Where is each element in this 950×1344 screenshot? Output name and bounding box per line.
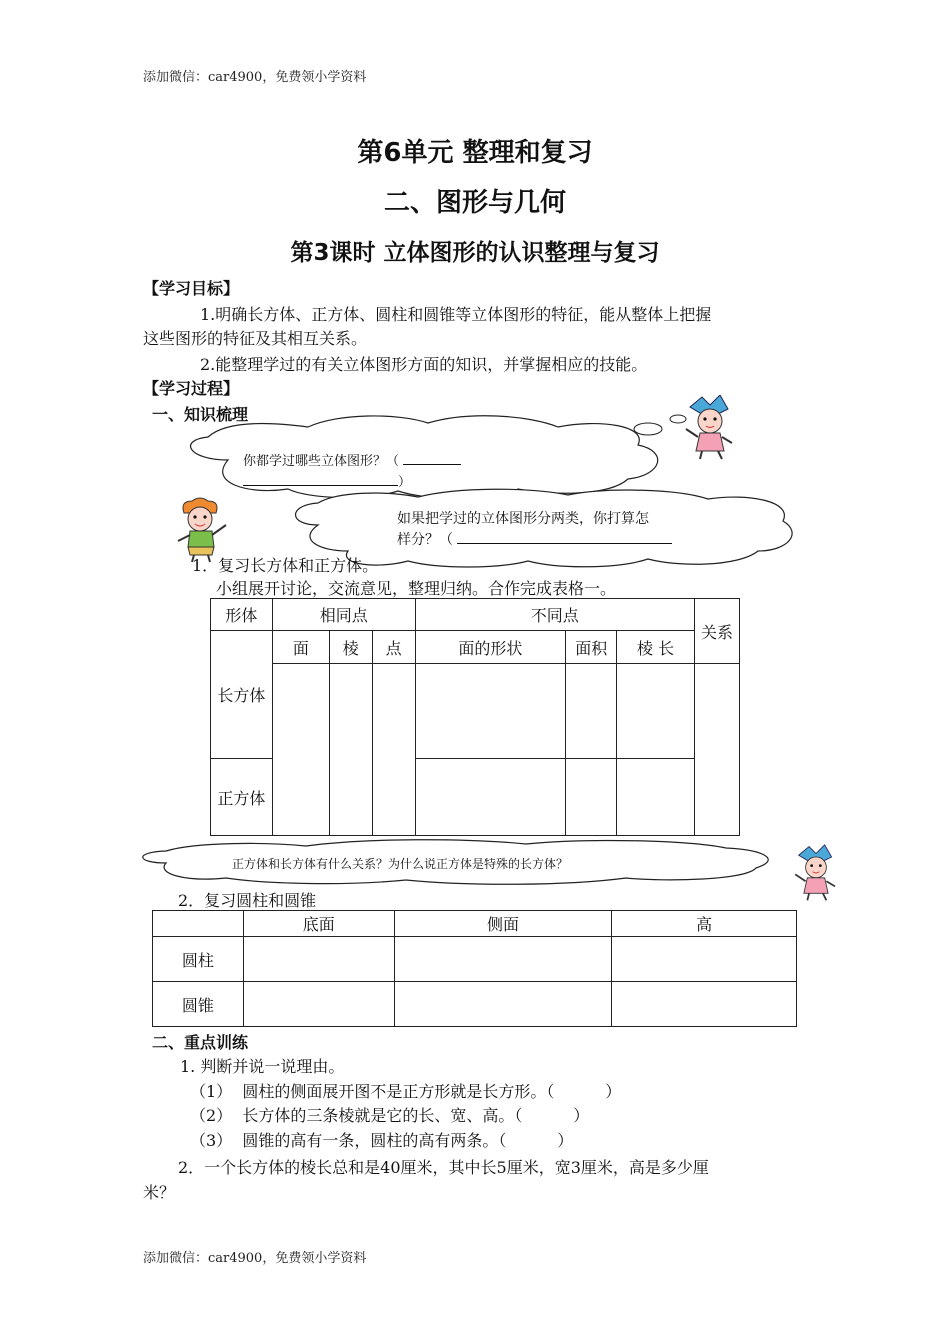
practice-q1-c: （3） 圆锥的高有一条，圆柱的高有两条。（ ） — [190, 1131, 574, 1150]
practice-q1-b: （2） 长方体的三条棱就是它的长、宽、高。（ ） — [190, 1106, 590, 1125]
th-empty — [153, 911, 244, 937]
cell-cone-height[interactable] — [612, 982, 797, 1027]
cloud1-question: 你都学过哪些立体图形？（ — [243, 450, 461, 469]
cell-relation[interactable] — [695, 664, 740, 836]
th-height: 高 — [612, 911, 797, 937]
cell-cube-area[interactable] — [566, 759, 617, 836]
item1-title: 1．复习长方体和正方体。 — [192, 556, 379, 575]
item1-instruction: 小组展开讨论，交流意见，整理归纳。合作完成表格一。 — [216, 579, 617, 598]
goal-2: 2.能整理学过的有关立体图形方面的知识，并掌握相应的技能。 — [200, 355, 648, 374]
title-lesson: 第3课时 立体图形的认识整理与复习 — [290, 240, 660, 266]
cell-cuboid-area[interactable] — [566, 664, 617, 759]
row-cube-label: 正方体 — [211, 759, 273, 836]
th-face-shape: 面的形状 — [415, 631, 566, 664]
cell-cuboid-edge-length[interactable] — [617, 664, 695, 759]
cell-face[interactable] — [272, 664, 329, 836]
th-side: 侧面 — [394, 911, 612, 937]
cell-cylinder-base[interactable] — [243, 937, 394, 982]
title-section: 二、图形与几何 — [383, 188, 566, 218]
item2-title: 2．复习圆柱和圆锥 — [178, 891, 317, 910]
cell-cylinder-height[interactable] — [612, 937, 797, 982]
cell-vertex[interactable] — [372, 664, 415, 836]
goals-heading: 【学习目标】 — [143, 279, 240, 298]
practice-heading: 二、重点训练 — [152, 1033, 249, 1052]
th-shape: 形体 — [211, 599, 273, 631]
th-area: 面积 — [566, 631, 617, 664]
part1-heading: 一、知识梳理 — [152, 405, 249, 424]
th-same: 相同点 — [272, 599, 415, 631]
th-diff: 不同点 — [415, 599, 694, 631]
th-vertex: 点 — [372, 631, 415, 664]
th-edge: 棱 — [329, 631, 372, 664]
cloud1-answer-line: ） — [243, 471, 411, 490]
cell-edge[interactable] — [329, 664, 372, 836]
table-cylinder-cone — [152, 910, 797, 1027]
cloud2-question-line-1: 如果把学过的立体图形分两类，你打算怎 — [397, 511, 649, 527]
practice-q1: 1. 判断并说一说理由。 — [180, 1057, 345, 1076]
th-face: 面 — [272, 631, 329, 664]
title-unit: 第6单元 整理和复习 — [357, 138, 593, 168]
th-relation: 关系 — [695, 599, 740, 664]
row-cone-label: 圆锥 — [153, 982, 244, 1027]
header-note: 添加微信：car4900，免费领小学资料 — [143, 70, 367, 85]
row-cuboid-label: 长方体 — [211, 631, 273, 759]
cloud2-question-line-2: 样分？（ — [397, 529, 672, 549]
cell-cube-edge-length[interactable] — [617, 759, 695, 836]
footer-note: 添加微信：car4900，免费领小学资料 — [143, 1251, 367, 1266]
th-edge-length: 棱 长 — [617, 631, 695, 664]
cloud3-question: 正方体和长方体有什么关系？为什么说正方体是特殊的长方体？ — [232, 857, 569, 871]
row-cylinder-label: 圆柱 — [153, 937, 244, 982]
cartoon-girl-icon-2 — [790, 842, 842, 904]
goal-1-line-1: 1.明确长方体、正方体、圆柱和圆锥等立体图形的特征，能从整体上把握 — [200, 305, 712, 324]
cell-cuboid-face-shape[interactable] — [415, 664, 566, 759]
practice-q2-line-2: 米？ — [143, 1183, 176, 1202]
table-cuboid-cube — [210, 598, 740, 836]
practice-q1-a: （1） 圆柱的侧面展开图不是正方形就是长方形。（ ） — [190, 1082, 622, 1101]
cell-cone-base[interactable] — [243, 982, 394, 1027]
practice-q2-line-1: 2．一个长方体的棱长总和是40厘米，其中长5厘米，宽3厘米，高是多少厘 — [178, 1158, 709, 1177]
process-heading: 【学习过程】 — [143, 379, 240, 398]
cell-cylinder-side[interactable] — [394, 937, 612, 982]
goal-1-line-2: 这些图形的特征及其相互关系。 — [143, 329, 368, 348]
cell-cube-face-shape[interactable] — [415, 759, 566, 836]
cell-cone-side[interactable] — [394, 982, 612, 1027]
th-base: 底面 — [243, 911, 394, 937]
